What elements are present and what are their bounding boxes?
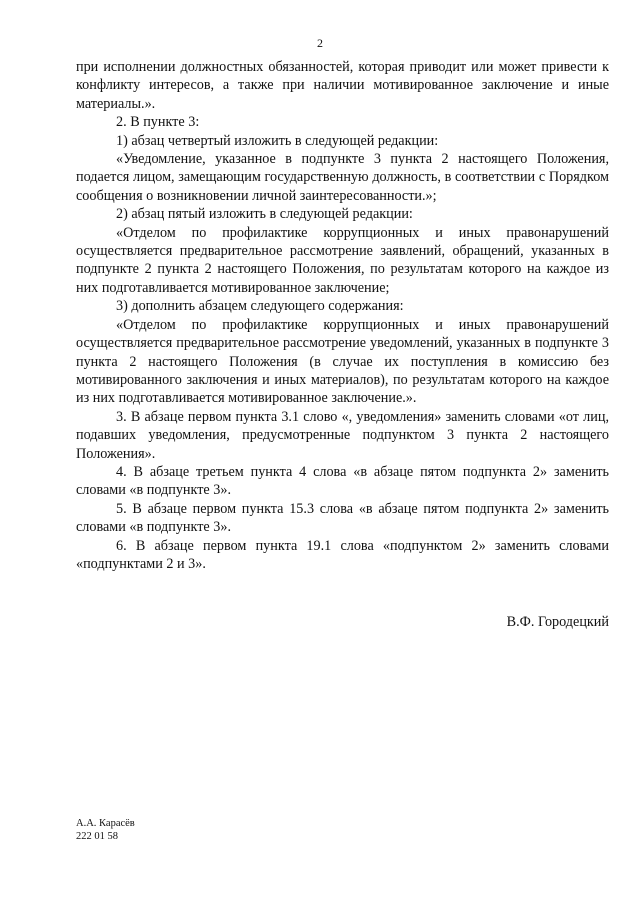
paragraph: «Отделом по профилактике коррупционных и иных правонарушений осуществляется предварительное рассмотрение заявлений, обращений, указанных в подпункте 2 пункта 2 настоящего Положения, по результатам которого на каждое из них подготавливается мотивированное заключение; <box>76 224 609 296</box>
document-body <box>76 58 609 573</box>
page-number: 2 <box>317 36 323 50</box>
paragraph: «Уведомление, указанное в подпункте 3 пункта 2 настоящего Положения, подается лицом, замещающим государственную должность, в соответствии с Порядком сообщения о возникновении личной заинтересованности.»; <box>76 151 609 204</box>
paragraph: 4. В абзаце третьем пункта 4 слова «в абзаце пятом подпункта 2» заменить словами «в подпункте 3». <box>76 463 609 499</box>
footer-phone: 222 01 58 <box>76 831 118 842</box>
paragraph: 1) абзац четвертый изложить в следующей редакции: <box>116 132 439 149</box>
signature-name: В.Ф. Городецкий <box>506 614 609 630</box>
paragraph: «Отделом по профилактике коррупционных и иных правонарушений осуществляется предварительное рассмотрение уведомлений, указанных в подпункте 3 пункта 2 настоящего Положения (в случае их поступления в комиссию без мотивированного заключения и иных материалов), по результатам которого на каждое из них подготавливается мотивированное заключение.». <box>76 316 609 407</box>
paragraph: 3. В абзаце первом пункта 3.1 слово «, уведомления» заменить словами «от лиц, подавших уведомления, предусмотренные подпунктом 3 пункта 2 настоящего Положения». <box>76 408 609 462</box>
paragraph: 3) дополнить абзацем следующего содержания: <box>116 298 404 315</box>
paragraph: 2) абзац пятый изложить в следующей редакции: <box>116 206 413 223</box>
paragraph: 5. В абзаце первом пункта 15.3 слова «в абзаце пятом подпункта 2» заменить словами «в подпункте 3». <box>76 500 609 536</box>
paragraph: 6. В абзаце первом пункта 19.1 слова «подпунктом 2» заменить словами «подпунктами 2 и 3». <box>76 537 609 572</box>
footer-author: А.А. Карасёв <box>76 818 135 829</box>
footer-contact <box>76 817 135 843</box>
paragraph: 2. В пункте 3: <box>116 114 200 131</box>
paragraph: при исполнении должностных обязанностей, которая приводит или может привести к конфликту интересов, а также при наличии мотивированное заключение и иные материалы.». <box>76 59 609 112</box>
